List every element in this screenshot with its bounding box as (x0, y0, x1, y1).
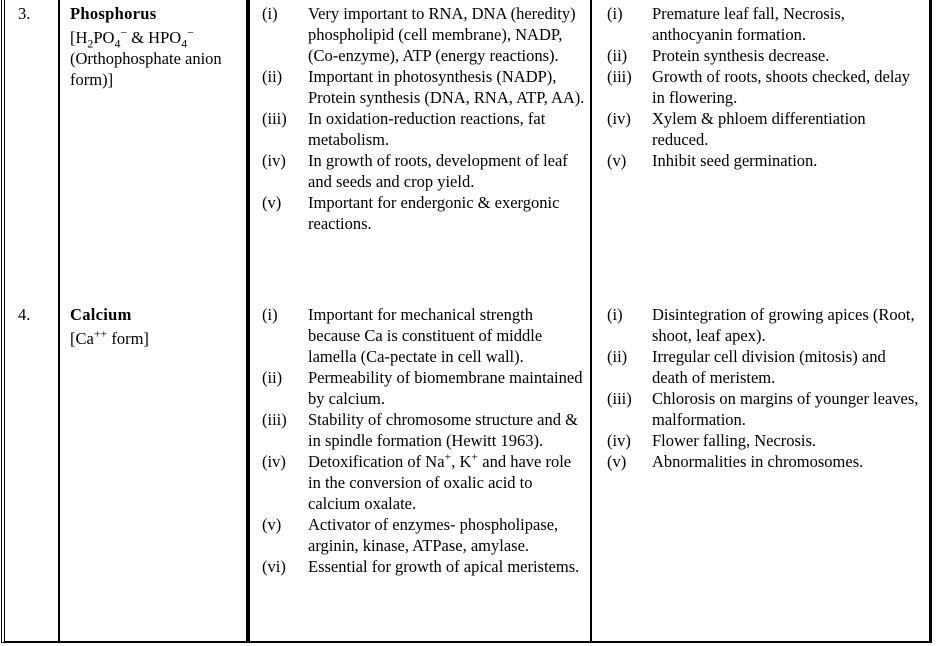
item-text: Xylem & phloem differentiation reduced. (652, 109, 866, 149)
element-cell-phosphorus (60, 0, 250, 297)
functions-cell-calcium (250, 297, 592, 641)
deficiency-cell-phosphorus (592, 0, 929, 297)
function-item (262, 367, 587, 409)
element-name: Calcium (70, 305, 132, 324)
element-name: Phosphorus (70, 4, 157, 23)
nutrient-table-grid (5, 0, 929, 641)
item-text: Premature leaf fall, Necrosis, anthocyanin formation. (652, 4, 845, 44)
item-text: Chlorosis on margins of younger leaves, malformation. (652, 389, 919, 429)
item-numeral: (v) (262, 193, 282, 212)
item-text: Important in photosynthesis (NADP), Protein synthesis (DNA, RNA, ATP, AA). (308, 67, 585, 107)
item-text: Inhibit seed germination. (652, 151, 818, 170)
row-number: 3. (18, 4, 31, 23)
function-item (262, 451, 587, 514)
item-text: Permeability of biomembrane maintained by calcium. (308, 368, 583, 408)
item-numeral: (iv) (607, 431, 631, 450)
deficiency-item (607, 108, 923, 150)
item-text: Irregular cell division (mitosis) and death of meristem. (652, 347, 886, 387)
item-text: Very important to RNA, DNA (heredity) phospholipid (cell membrane), NADP, (Co-enzyme), ATP (energy reactions). (308, 4, 576, 65)
item-numeral: (vi) (262, 557, 286, 576)
nutrient-table (1, 0, 932, 643)
deficiency-item (607, 304, 923, 346)
item-text: Important for mechanical strength because Ca is constituent of middle lamella (Ca-pectate in cell wall). (308, 305, 543, 366)
item-numeral: (ii) (262, 67, 283, 86)
item-numeral: (i) (607, 4, 623, 23)
item-numeral: (i) (262, 305, 278, 324)
row-number-cell-phosphorus (5, 0, 60, 297)
item-text: Abnormalities in chromosomes. (652, 452, 864, 471)
row-number-cell-calcium (5, 297, 60, 641)
item-text: Stability of chromosome structure and & in spindle formation (Hewitt 1963). (308, 410, 578, 450)
deficiency-item (607, 451, 923, 472)
item-text: Protein synthesis decrease. (652, 46, 830, 65)
item-text: In growth of roots, development of leaf and seeds and crop yield. (308, 151, 568, 191)
function-item (262, 304, 587, 367)
item-numeral: (ii) (607, 347, 628, 366)
deficiency-item (607, 430, 923, 451)
item-numeral: (iv) (262, 452, 286, 471)
item-numeral: (i) (607, 305, 623, 324)
element-form: [$H_2PO_4^-$ & $HPO_4^-$ (Orthophosphate anion form)] (70, 25, 222, 89)
item-text: Essential for growth of apical meristems. (308, 557, 580, 576)
element-form: [Ca++ form] (70, 326, 149, 348)
item-numeral: (iii) (607, 389, 632, 408)
item-text: Detoxification of Na+, K+ and have role in the conversion of oxalic acid to calcium oxalate. (308, 449, 572, 513)
function-item (262, 409, 587, 451)
item-text: Disintegration of growing apices (Root, shoot, leaf apex). (652, 305, 915, 345)
deficiency-item (607, 346, 923, 388)
row-number: 4. (18, 305, 31, 324)
element-cell-calcium (60, 297, 250, 641)
item-numeral: (iii) (607, 67, 632, 86)
function-item (262, 108, 587, 150)
function-item (262, 150, 587, 192)
item-text: Important for endergonic & exergonic reactions. (308, 193, 560, 233)
item-numeral: (iii) (262, 109, 287, 128)
item-text: Growth of roots, shoots checked, delay in flowering. (652, 67, 910, 107)
function-item (262, 514, 587, 556)
item-text: Flower falling, Necrosis. (652, 431, 817, 450)
item-text: In oxidation-reduction reactions, fat metabolism. (308, 109, 546, 149)
deficiency-item (607, 45, 923, 66)
item-numeral: (i) (262, 4, 278, 23)
deficiency-item (607, 150, 923, 171)
item-text: Activator of enzymes- phospholipase, arginin, kinase, ATPase, amylase. (308, 515, 559, 555)
item-numeral: (v) (607, 452, 627, 471)
item-numeral: (iv) (607, 109, 631, 128)
function-item (262, 192, 587, 234)
deficiency-item (607, 3, 923, 45)
deficiency-cell-calcium (592, 297, 929, 641)
deficiency-item (607, 66, 923, 108)
item-numeral: (v) (607, 151, 627, 170)
item-numeral: (ii) (607, 46, 628, 65)
function-item (262, 556, 587, 577)
item-numeral: (iii) (262, 410, 287, 429)
item-numeral: (iv) (262, 151, 286, 170)
item-numeral: (ii) (262, 368, 283, 387)
item-numeral: (v) (262, 515, 282, 534)
function-item (262, 3, 587, 66)
functions-cell-phosphorus (250, 0, 592, 297)
function-item (262, 66, 587, 108)
deficiency-item (607, 388, 923, 430)
